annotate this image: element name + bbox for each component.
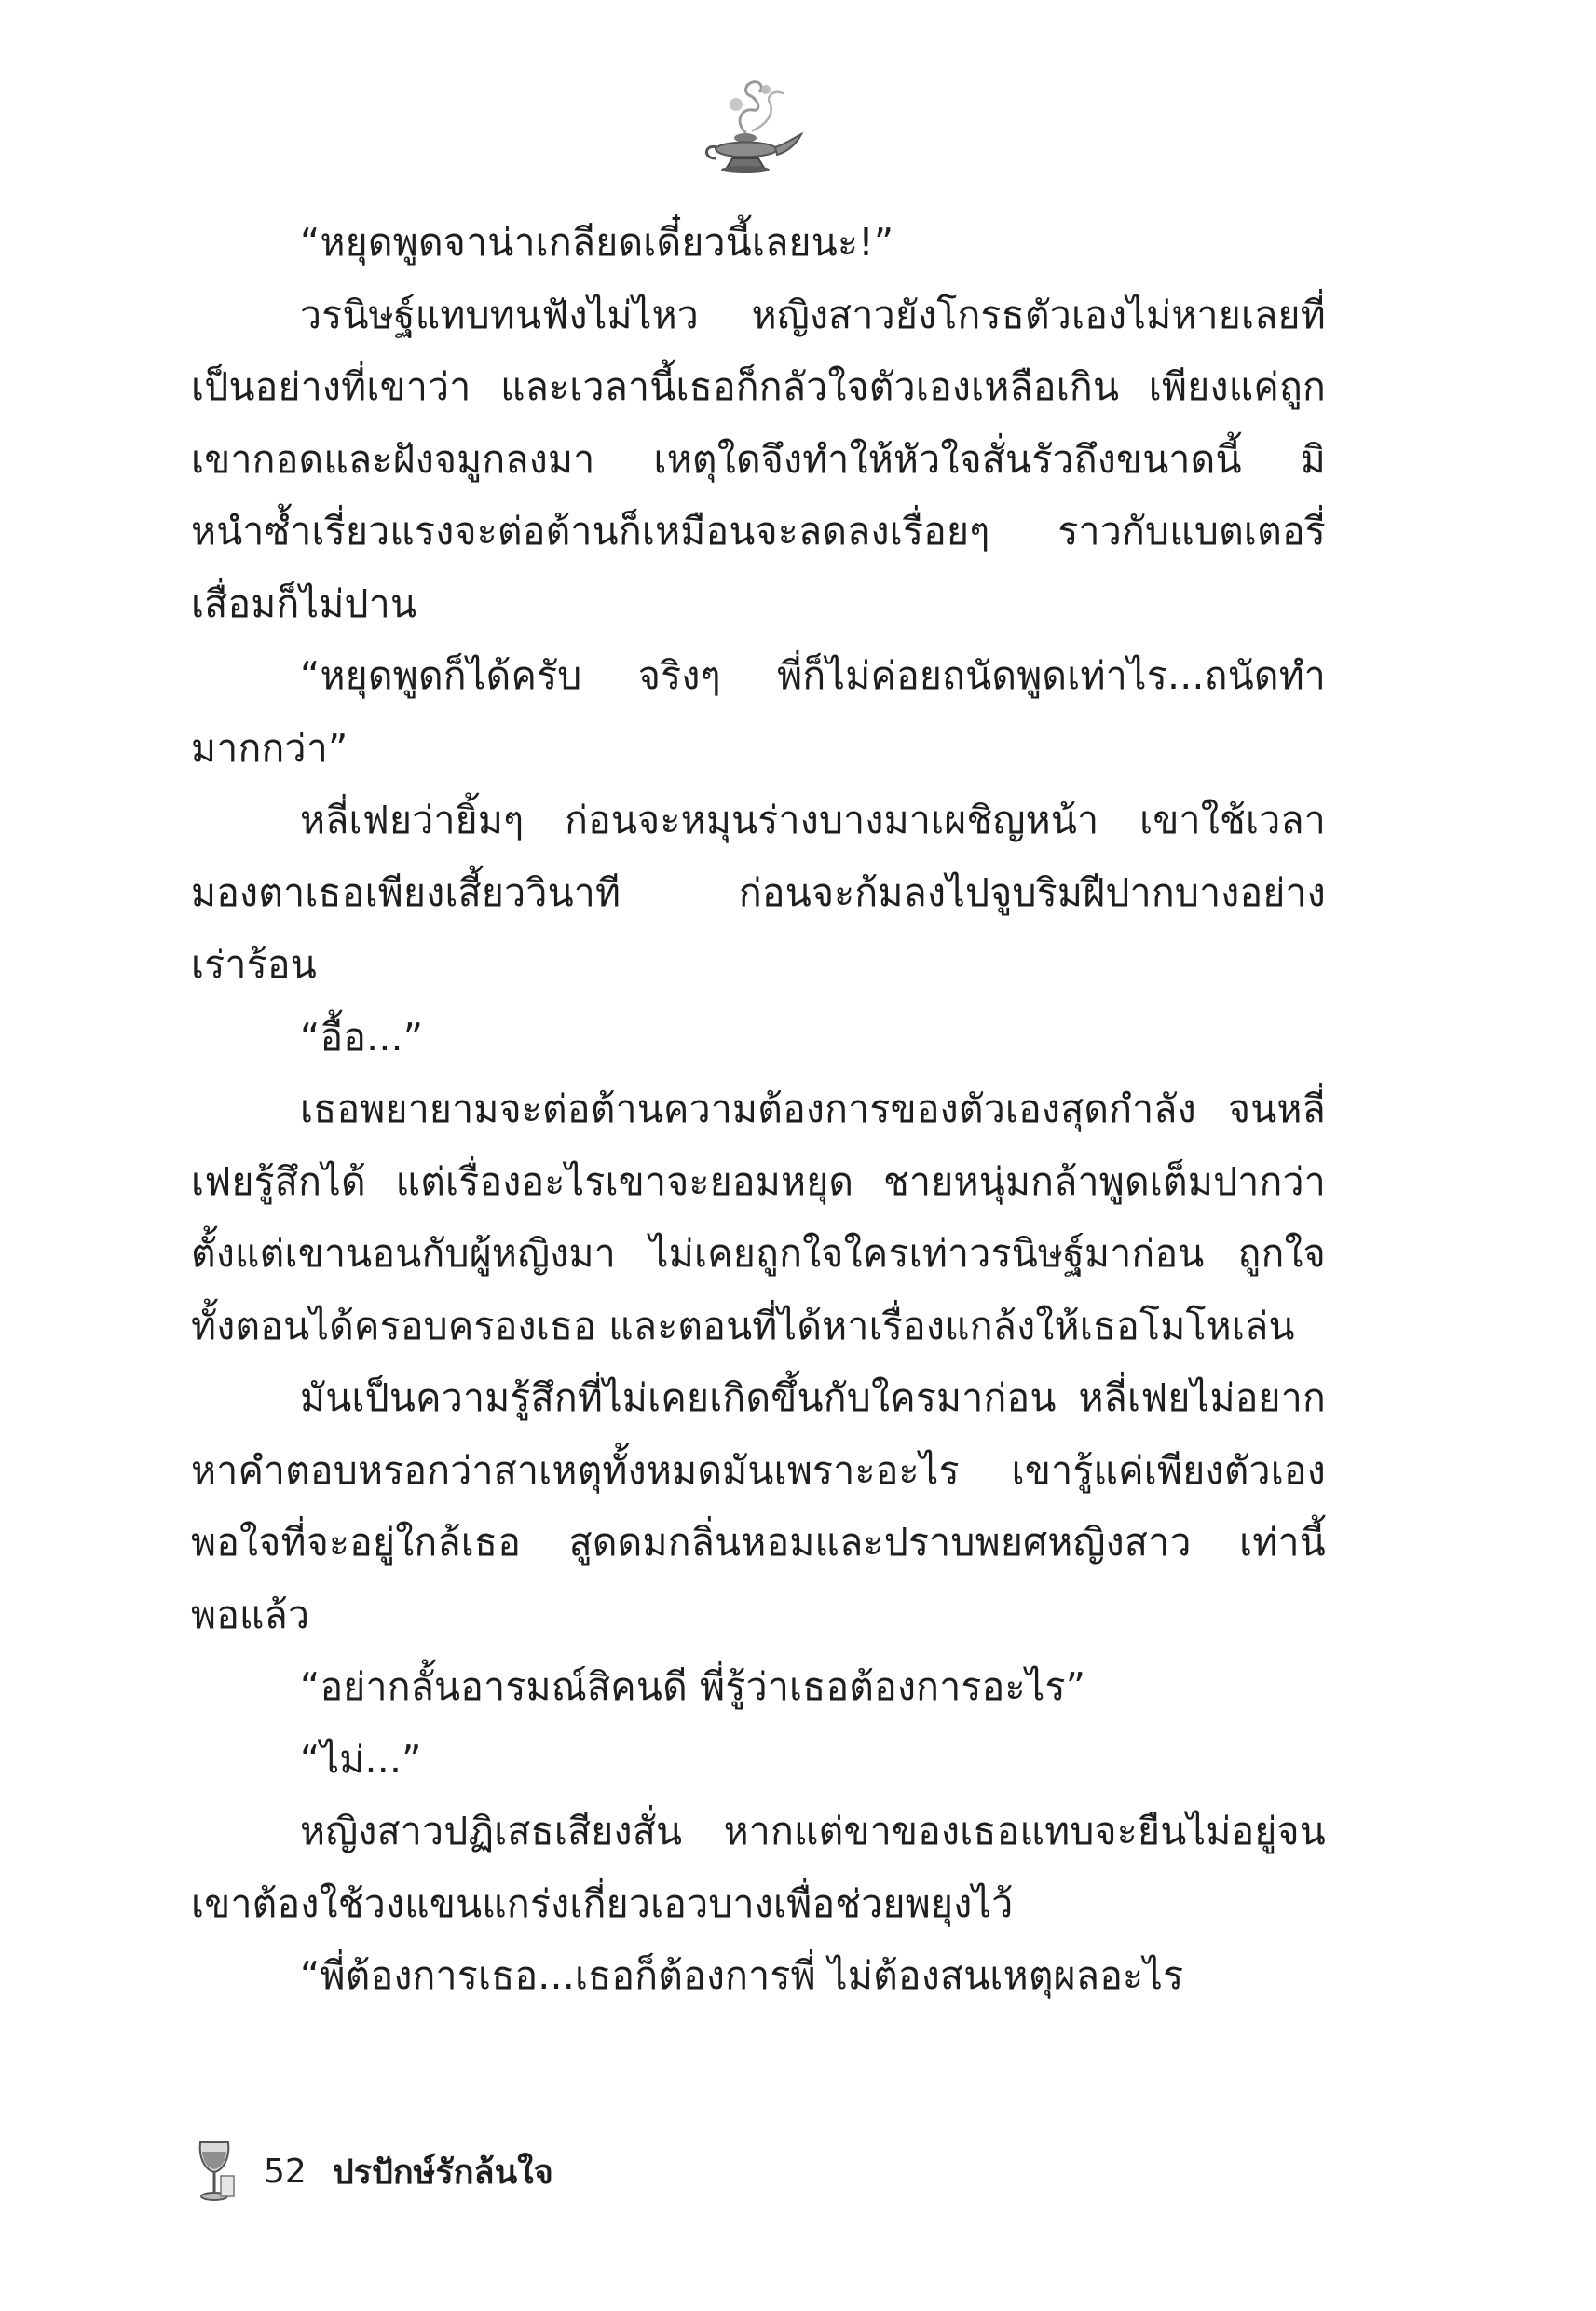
paragraph: มันเป็นความรู้สึกที่ไม่เคยเกิดขึ้นกับใครมาก่อน หลี่เฟยไม่อยากหาคำตอบหรอกว่าสาเหตุทั้งหมดมันเพราะอะไร เขารู้แค่เพียงตัวเองพอใจที่จะอยู่ใกล้เธอ สูดดมกลิ่นหอมและปราบพยศหญิงสาว เท่านี้พอแล้ว bbox=[191, 1375, 1326, 1637]
paragraph: “หยุดพูดจาน่าเกลียดเดี๋ยวนี้เลยนะ!” bbox=[300, 220, 894, 265]
paragraph: หญิงสาวปฏิเสธเสียงสั่น หากแต่ขาของเธอแทบจะยืนไม่อยู่จนเขาต้องใช้วงแขนแกร่งเกี่ยวเอวบางเพื่อช่วยพยุงไว้ bbox=[191, 1809, 1326, 1926]
paragraph: เธอพยายามจะต่อต้านความต้องการของตัวเองสุดกำลัง จนหลี่เฟยรู้สึกได้ แต่เรื่องอะไรเขาจะยอมหยุด ชายหนุ่มกล้าพูดเต็มปากว่าตั้งแต่เขานอนกับผู้หญิงมา ไม่เคยถูกใจใครเท่าวรนิษฐ์มาก่อน ถูกใจทั้งตอนได้ครอบครองเธอ และตอนที่ได้หาเรื่องแกล้งให้เธอโมโหเล่น bbox=[191, 1087, 1326, 1348]
genie-lamp-icon bbox=[697, 76, 805, 179]
paragraph: วรนิษฐ์แทบทนฟังไม่ไหว หญิงสาวยังโกรธตัวเองไม่หายเลยที่เป็นอย่างที่เขาว่า และเวลานี้เธอก็กลัวใจตัวเองเหลือเกิน เพียงแค่ถูกเขากอดและฝังจมูกลงมา เหตุใดจึงทำให้หัวใจสั่นรัวถึงขนาดนี้ มิหนำซ้ำเรี่ยวแรงจะต่อต้านก็เหมือนจะลดลงเรื่อยๆ ราวกับแบตเตอรี่เสื่อมก็ไม่ปาน bbox=[191, 292, 1326, 626]
paragraph: “อย่ากลั้นอารมณ์สิคนดี พี่รู้ว่าเธอต้องการอะไร” bbox=[300, 1664, 1086, 1709]
page-text bbox=[191, 207, 1326, 2013]
book-title: ปรปักษ์รักล้นใจ bbox=[332, 2153, 553, 2192]
paragraph: หลี่เฟยว่ายิ้มๆ ก่อนจะหมุนร่างบางมาเผชิญหน้า เขาใช้เวลามองตาเธอเพียงเสี้ยววินาที ก่อนจะก้มลงไปจูบริมฝีปากบางอย่างเร่าร้อน bbox=[191, 798, 1326, 987]
paragraph: “อื้อ...” bbox=[300, 1014, 424, 1060]
paragraph: “หยุดพูดก็ได้ครับ จริงๆ พี่ก็ไม่ค่อยถนัดพูดเท่าไร...ถนัดทำมากกว่า” bbox=[191, 653, 1326, 771]
paragraph: “พี่ต้องการเธอ...เธอก็ต้องการพี่ ไม่ต้องสนเหตุผลอะไร bbox=[300, 1953, 1184, 1998]
wine-glass-icon bbox=[191, 2139, 238, 2204]
page-footer bbox=[191, 2134, 553, 2208]
paragraph: “ไม่...” bbox=[300, 1736, 422, 1782]
page-number: 52 bbox=[264, 2152, 307, 2191]
